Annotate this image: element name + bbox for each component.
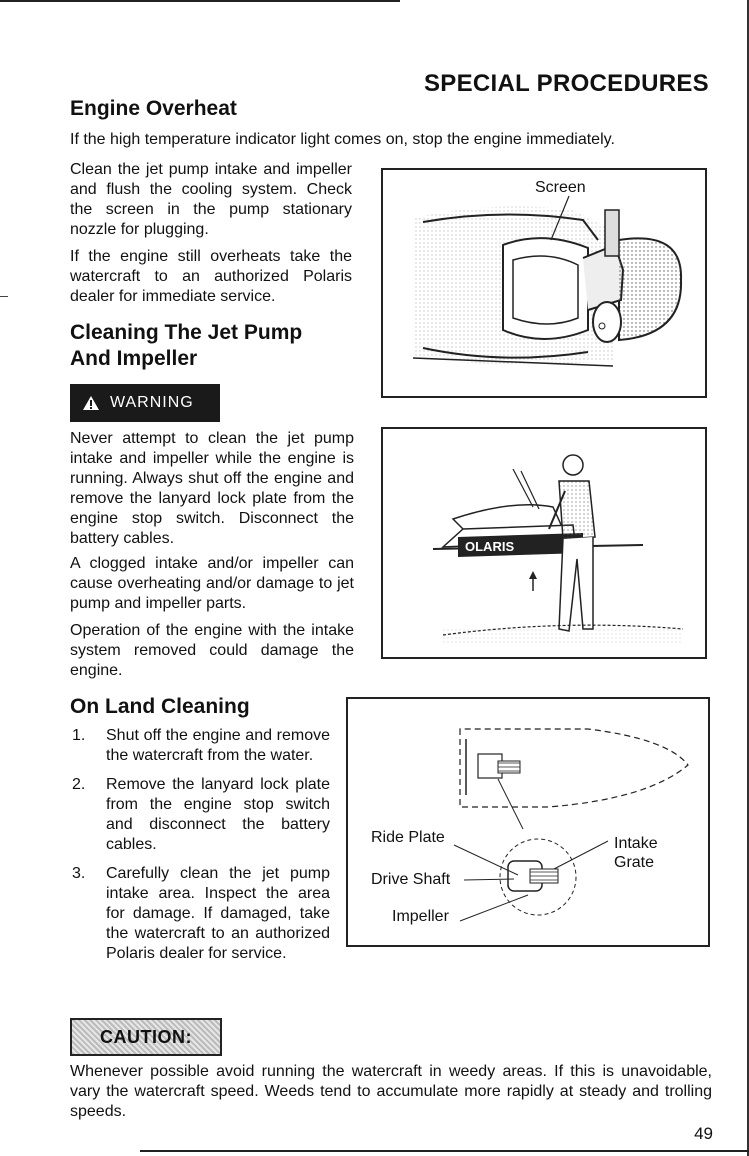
intake-grate-line1: Intake: [614, 835, 658, 852]
intake-diagram-figure: [346, 697, 710, 947]
top-rule: [0, 0, 400, 2]
engine-overheat-para2: If the engine still overheats take the watercraft to an authorized Polaris dealer for immediate service.: [70, 248, 352, 305]
page-number: 49: [694, 1124, 713, 1143]
bottom-rule: [140, 1150, 749, 1152]
step-number: 1.: [72, 727, 86, 744]
step-number: 3.: [72, 865, 86, 882]
cleaning-heading-line1: Cleaning The Jet Pump: [70, 321, 303, 344]
step-item: [72, 864, 330, 964]
section-title: SPECIAL PROCEDURES: [423, 70, 709, 97]
cleaning-heading: [70, 320, 302, 372]
cleaning-para3: Operation of the engine with the intake system removed could damage the engine.: [70, 622, 354, 679]
intake-grate-line2: Grate: [614, 854, 655, 871]
step-text: Remove the lanyard lock plate from the engine stop switch and disconnect the battery cables.: [106, 776, 330, 853]
ride-plate-label: Ride Plate: [371, 829, 445, 846]
step-number: 2.: [72, 776, 86, 793]
warning-label: WARNING: [110, 394, 194, 411]
person-cleaning-figure: [381, 427, 707, 659]
margin-tick: [0, 296, 8, 297]
on-land-heading: On Land Cleaning: [70, 695, 250, 718]
impeller-label: Impeller: [392, 908, 449, 925]
cleaning-para2: A clogged intake and/or impeller can cause overheating and/or damage to jet pump and impeller parts.: [70, 555, 354, 612]
engine-overheat-intro: If the high temperature indicator light comes on, stop the engine immediately.: [70, 131, 615, 148]
pump-screen-illustration: [383, 170, 705, 396]
caution-text: Whenever possible avoid running the watercraft in weedy areas. If this is unavoidable, vary the watercraft speed. Weeds tend to accumulate more rapidly at steady and trolling speeds.: [70, 1063, 712, 1120]
step-text: Carefully clean the jet pump intake area. Inspect the area for damage. If damaged, take the watercraft to an authorized Polaris dealer for service.: [106, 865, 330, 962]
person-cleaning-illustration: [383, 429, 705, 657]
step-item: [72, 726, 330, 766]
cleaning-para1: Never attempt to clean the jet pump intake and impeller while the engine is running. Always shut off the engine and remove the lanyard lock plate from the engine stop switch. Disconnect the battery cables.: [70, 430, 354, 547]
pump-screen-figure: [381, 168, 707, 398]
caution-badge: CAUTION:: [70, 1018, 222, 1056]
warning-badge: [70, 384, 220, 422]
cleaning-heading-line2: And Impeller: [70, 347, 198, 370]
engine-overheat-para1: Clean the jet pump intake and impeller and flush the cooling system. Check the screen in the pump stationary nozzle for plugging.: [70, 161, 352, 238]
step-text: Shut off the engine and remove the watercraft from the water.: [106, 727, 330, 764]
hull-text: OLARIS: [465, 539, 515, 554]
drive-shaft-label: Drive Shaft: [371, 871, 451, 888]
on-land-steps: [72, 726, 330, 973]
screen-label: Screen: [535, 179, 586, 196]
warning-triangle-icon: [82, 395, 100, 411]
step-item: [72, 775, 330, 855]
intake-grate-label: [614, 834, 658, 872]
engine-overheat-heading: Engine Overheat: [70, 97, 237, 120]
